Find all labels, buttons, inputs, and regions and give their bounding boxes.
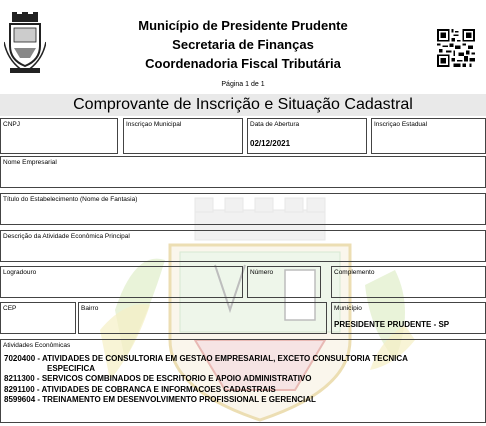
descricao-atividade-field bbox=[0, 230, 486, 262]
inscricao-estadual-label: Inscriçao Estadual bbox=[374, 121, 428, 128]
data-abertura-value: 02/12/2021 bbox=[250, 139, 291, 148]
cnpj-field bbox=[0, 118, 118, 154]
document-title: Comprovante de Inscrição e Situação Cadastral bbox=[0, 94, 486, 116]
data-abertura-field bbox=[247, 118, 367, 154]
cep-label: CEP bbox=[3, 305, 17, 312]
inscricao-municipal-field bbox=[123, 118, 243, 154]
logradouro-label: Logradouro bbox=[3, 269, 37, 276]
titulo-estabelecimento-field bbox=[0, 193, 486, 225]
municipio-value: PRESIDENTE PRUDENTE - SP bbox=[334, 320, 450, 329]
atividades-list bbox=[4, 354, 408, 405]
cep-field bbox=[0, 302, 76, 334]
complemento-field bbox=[331, 266, 486, 298]
numero-field bbox=[247, 266, 321, 298]
atividade-item: 8599604 - TREINAMENTO EM DESENVOLVIMENTO PROFISSIONAL E GERENCIAL bbox=[4, 394, 316, 404]
atividade-item: 8211300 - SERVICOS COMBINADOS DE ESCRITORIO E APOIO ADMINISTRATIVO bbox=[4, 374, 312, 384]
atividade-item: 7020400 - ATIVIDADES DE CONSULTORIA EM GESTAO EMPRESARIAL, EXCETO CONSULTORIA TECNICA bbox=[4, 354, 408, 363]
titulo-estabelecimento-label: Título do Estabelecimento (Nome de Fantasia) bbox=[3, 196, 138, 203]
header-municipality: Município de Presidente Prudente bbox=[138, 18, 348, 33]
inscricao-municipal-label: Inscriçao Municipal bbox=[126, 121, 182, 128]
municipio-label: Município bbox=[334, 305, 362, 312]
numero-label: Número bbox=[250, 269, 274, 276]
logradouro-field bbox=[0, 266, 243, 298]
header-secretariat: Secretaria de Finanças bbox=[172, 37, 314, 52]
municipio-field bbox=[331, 302, 486, 334]
nome-empresarial-field bbox=[0, 156, 486, 188]
data-abertura-label: Data de Abertura bbox=[250, 121, 300, 128]
atividade-item: 8291100 - ATIVIDADES DE COBRANCA E INFORMACOES CADASTRAIS bbox=[4, 384, 276, 394]
atividades-label: Atividades Econômicas bbox=[3, 342, 71, 349]
descricao-atividade-label: Descrição da Atividade Econômica Principal bbox=[3, 233, 130, 240]
bairro-field bbox=[78, 302, 327, 334]
atividade-item-continuation: ESPECIFICA bbox=[47, 364, 96, 374]
complemento-label: Complemento bbox=[334, 269, 375, 276]
page-number: Página 1 de 1 bbox=[221, 81, 265, 88]
nome-empresarial-label: Nome Empresarial bbox=[3, 159, 57, 166]
header-coordination: Coordenadoria Fiscal Tributária bbox=[145, 56, 341, 71]
bairro-label: Bairro bbox=[81, 305, 99, 312]
inscricao-estadual-field bbox=[371, 118, 486, 154]
cnpj-label: CNPJ bbox=[3, 121, 20, 128]
